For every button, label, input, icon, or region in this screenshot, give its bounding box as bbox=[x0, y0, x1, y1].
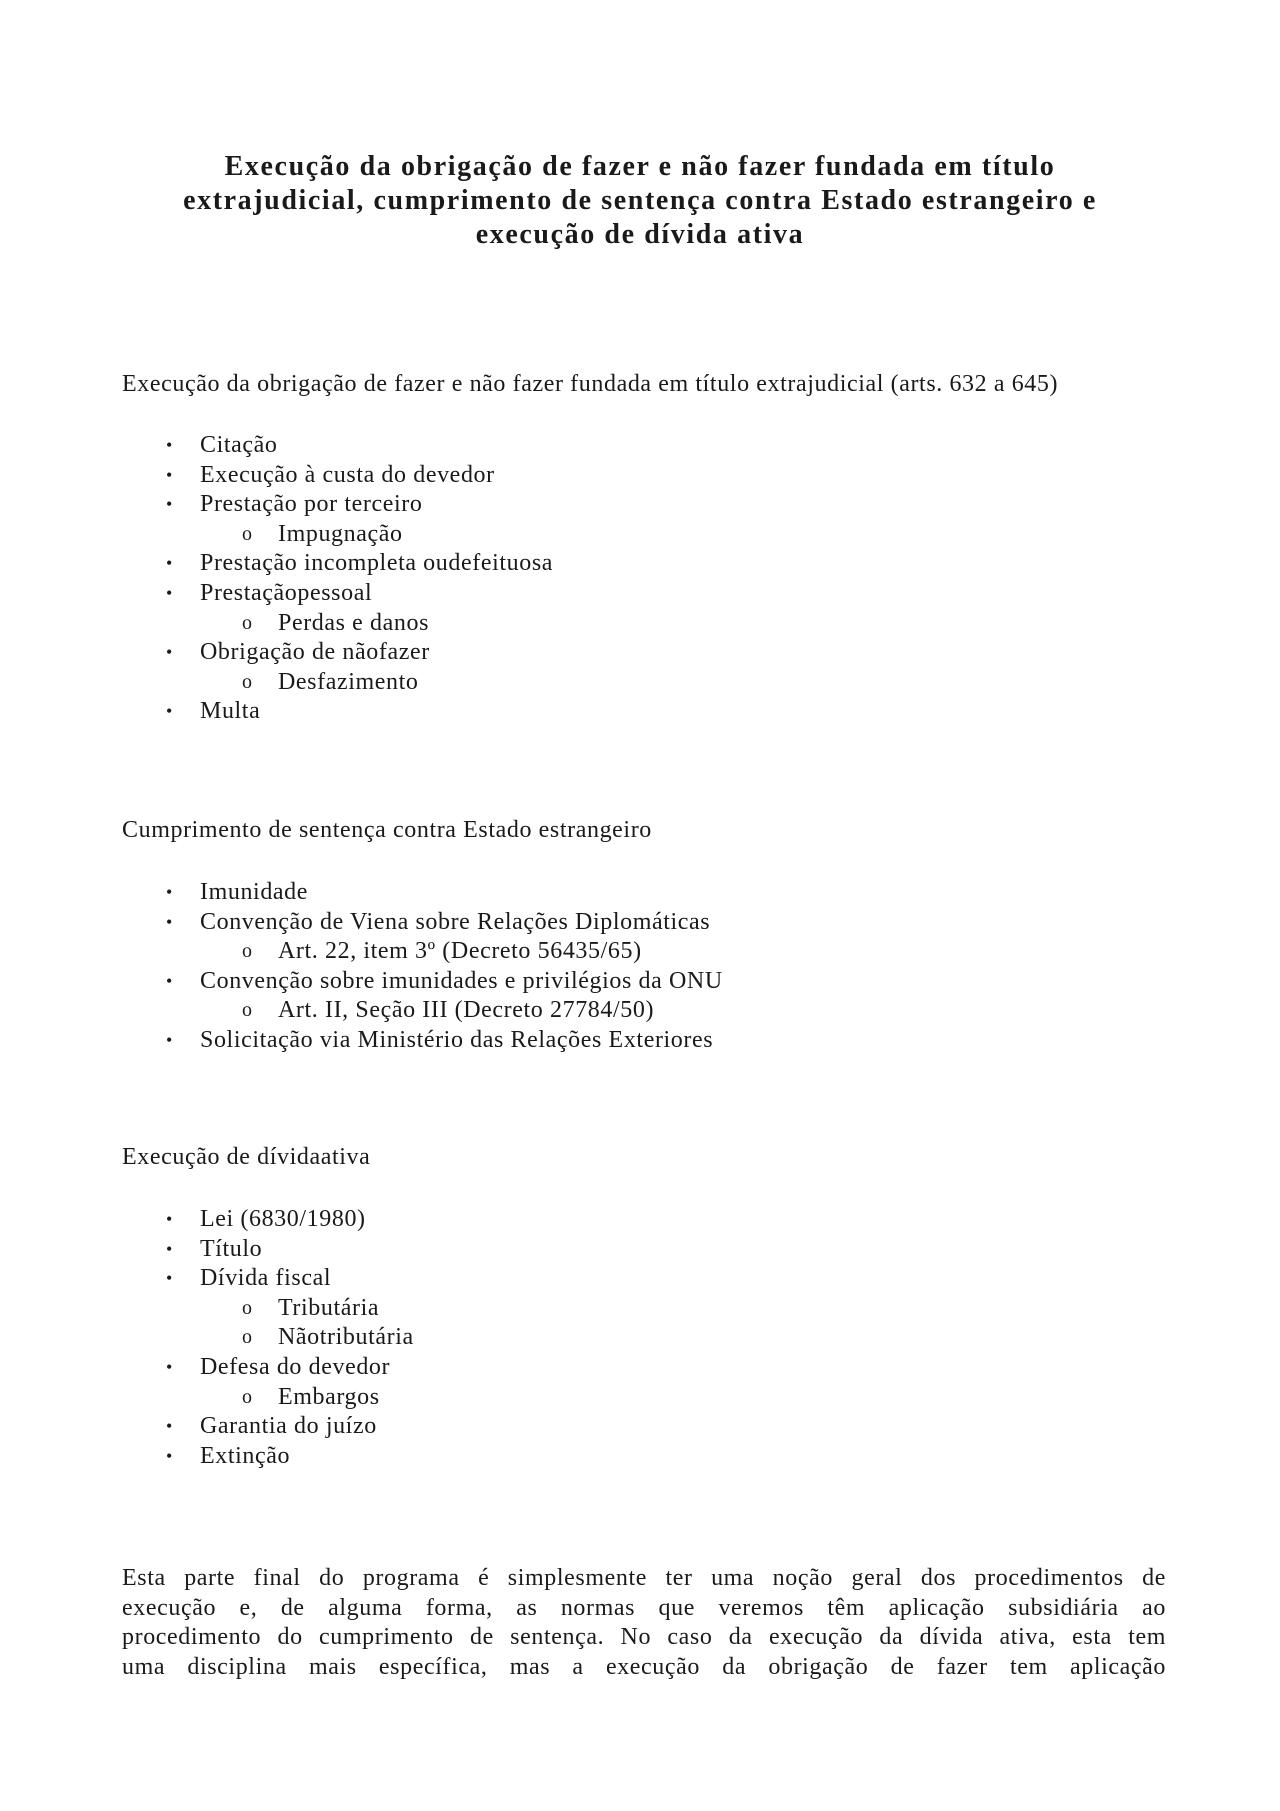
list-item bbox=[122, 908, 723, 938]
title-line: execução de dívida ativa bbox=[475, 219, 805, 250]
body-paragraph bbox=[122, 1564, 1166, 1682]
circle-bullet-icon: o bbox=[242, 611, 253, 634]
list-item-label: Prestaçãopessoal bbox=[200, 579, 373, 606]
bullet-icon: • bbox=[166, 1209, 173, 1229]
paragraph-line: uma disciplina mais específica, mas a execução da obrigação de fazer tem aplicação bbox=[122, 1653, 1166, 1680]
circle-bullet-icon: o bbox=[242, 999, 253, 1022]
section-list-obrigacao-fazer bbox=[122, 431, 553, 727]
list-item bbox=[122, 431, 553, 461]
paragraph-line: procedimento do cumprimento de sentença. No caso da execução da dívida ativa, esta tem bbox=[122, 1624, 1166, 1651]
circle-bullet-icon: o bbox=[242, 1385, 253, 1408]
list-item bbox=[122, 1026, 723, 1056]
bullet-icon: • bbox=[166, 553, 173, 574]
bullet-icon: • bbox=[166, 582, 173, 603]
list-item-label: Lei (6830/1980) bbox=[200, 1206, 366, 1232]
bullet-icon: • bbox=[166, 1416, 173, 1437]
section-heading-divida-ativa: Execução de dívidaativa bbox=[122, 1144, 371, 1170]
section-heading-obrigacao-fazer: Execução da obrigação de fazer e não fazer fundada em título extrajudicial (arts. 632 a 645) bbox=[122, 371, 1059, 397]
section-heading-estado-estrangeiro: Cumprimento de sentença contra Estado estrangeiro bbox=[122, 817, 652, 843]
circle-bullet-icon: o bbox=[242, 1296, 253, 1319]
bullet-icon: • bbox=[166, 970, 173, 991]
circle-bullet-icon: o bbox=[242, 1326, 253, 1349]
list-item-label: Garantia do juízo bbox=[200, 1413, 377, 1440]
circle-bullet-icon: o bbox=[242, 670, 253, 693]
circle-bullet-icon: o bbox=[242, 522, 253, 545]
list-subitem bbox=[122, 1383, 414, 1413]
list-item bbox=[122, 1353, 414, 1383]
circle-bullet-icon: o bbox=[242, 940, 253, 963]
list-item-label: Multa bbox=[200, 698, 261, 725]
list-subitem bbox=[122, 996, 723, 1026]
paragraph-line: Esta parte final do programa é simplesmente ter uma noção geral dos procedimentos de bbox=[122, 1565, 1166, 1591]
list-item-label: Extinção bbox=[200, 1442, 291, 1469]
bullet-icon: • bbox=[166, 464, 173, 485]
bullet-icon: • bbox=[166, 1029, 173, 1050]
list-subitem bbox=[122, 1294, 414, 1324]
title-line: Execução da obrigação de fazer e não fazer fundada em título bbox=[224, 151, 1056, 182]
list-item-label: Imunidade bbox=[200, 879, 309, 905]
list-item bbox=[122, 490, 553, 520]
title-line: extrajudicial, cumprimento de sentença contra Estado estrangeiro e bbox=[183, 185, 1097, 216]
bullet-icon: • bbox=[166, 1445, 173, 1466]
list-item bbox=[122, 1412, 414, 1442]
list-subitem-label: Art. II, Seção III (Decreto 27784/50) bbox=[278, 997, 655, 1024]
list-item-label: Convenção sobre imunidades e privilégios da ONU bbox=[200, 967, 723, 994]
list-subitem-label: Impugnação bbox=[278, 520, 403, 547]
list-subitem bbox=[122, 520, 553, 550]
list-subitem-label: Perdas e danos bbox=[278, 609, 430, 636]
document-title bbox=[120, 150, 1160, 252]
list-subitem bbox=[122, 937, 723, 967]
list-subitem-label: Embargos bbox=[278, 1383, 380, 1410]
list-item bbox=[122, 549, 553, 579]
bullet-icon: • bbox=[166, 882, 173, 902]
list-subitem-label: Art. 22, item 3º (Decreto 56435/65) bbox=[278, 938, 642, 965]
list-item-label: Dívida fiscal bbox=[200, 1265, 332, 1292]
bullet-icon: • bbox=[166, 1238, 173, 1259]
bullet-icon: • bbox=[166, 911, 173, 932]
bullet-icon: • bbox=[166, 435, 173, 455]
list-subitem bbox=[122, 668, 553, 698]
list-item bbox=[122, 638, 553, 668]
section-list-divida-ativa bbox=[122, 1205, 414, 1471]
bullet-icon: • bbox=[166, 1356, 173, 1377]
list-item bbox=[122, 878, 723, 908]
list-item bbox=[122, 967, 723, 997]
list-subitem bbox=[122, 1323, 414, 1353]
list-item-label: Solicitação via Ministério das Relações Exteriores bbox=[200, 1026, 714, 1053]
bullet-icon: • bbox=[166, 494, 173, 515]
list-item bbox=[122, 697, 553, 727]
list-item bbox=[122, 461, 553, 491]
paragraph-line: execução e, de alguma forma, as normas que veremos têm aplicação subsidiária ao bbox=[122, 1594, 1166, 1621]
list-item-label: Convenção de Viena sobre Relações Diplomáticas bbox=[200, 908, 711, 935]
list-item bbox=[122, 579, 553, 609]
list-item-label: Prestação incompleta oudefeituosa bbox=[200, 550, 554, 577]
list-item-label: Prestação por terceiro bbox=[200, 491, 423, 518]
list-item bbox=[122, 1442, 414, 1472]
list-subitem bbox=[122, 609, 553, 639]
list-item-label: Obrigação de nãofazer bbox=[200, 639, 430, 666]
list-subitem-label: Tributária bbox=[278, 1294, 380, 1321]
list-item bbox=[122, 1264, 414, 1294]
bullet-icon: • bbox=[166, 701, 173, 722]
list-item-label: Título bbox=[200, 1235, 263, 1262]
list-item-label: Citação bbox=[200, 432, 278, 458]
section-list-estado-estrangeiro bbox=[122, 878, 723, 1056]
list-subitem-label: Desfazimento bbox=[278, 668, 419, 695]
bullet-icon: • bbox=[166, 1268, 173, 1289]
list-item bbox=[122, 1205, 414, 1235]
bullet-icon: • bbox=[166, 642, 173, 663]
list-item bbox=[122, 1235, 414, 1265]
list-item-label: Defesa do devedor bbox=[200, 1353, 391, 1380]
list-subitem-label: Nãotributária bbox=[278, 1324, 414, 1351]
list-item-label: Execução à custa do devedor bbox=[200, 461, 495, 488]
